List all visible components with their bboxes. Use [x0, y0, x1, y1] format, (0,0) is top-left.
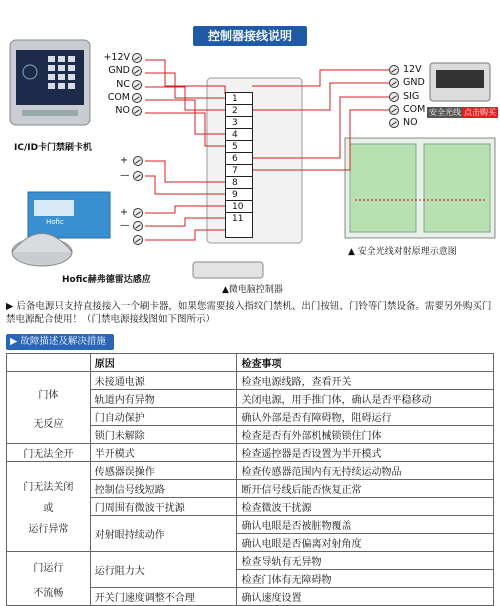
sensor-plus-1: + [120, 155, 128, 166]
check-cell: 检查微波干扰源 [237, 498, 494, 516]
pin-com: COM [107, 92, 130, 103]
backup-power-note: ▶ 后备电源只支持直接接入一个刷卡器，如果您需要接入指纹门禁机、出门按钮、门铃等门禁设备。需要另外购买门禁电源配合使用！（门禁电源接线图如下图所示） [6, 301, 492, 325]
symptom-cell: 门运行 不流畅 [7, 552, 91, 606]
beam-pin-no: NO [403, 117, 418, 128]
header-check: 检查事项 [237, 354, 494, 372]
beam-pin-12v: 12V [403, 64, 422, 75]
beam-pin-com: COM [403, 104, 426, 115]
screw-icon [133, 171, 143, 181]
sensor-minus-2: — [120, 220, 130, 231]
terminal-1: 1 [226, 93, 252, 105]
screw-icon [132, 66, 142, 76]
cause-cell: 开关门速度调整不合理 [90, 588, 237, 606]
cause-cell: 门周围有微波干扰源 [90, 498, 237, 516]
check-cell: 断开信号线后能否恢复正常 [237, 480, 494, 498]
check-cell: 检查是否有外部机械锁锁住门体 [237, 426, 494, 444]
check-cell: 确认电眼是否被脏物覆盖 [237, 516, 494, 534]
fault-table [6, 353, 494, 606]
screw-icon [133, 156, 143, 166]
sensor-minus-1: — [120, 170, 130, 181]
beam-pin-sig: SIG [403, 91, 420, 102]
check-cell: 确认电眼是否偏离对射角度 [237, 534, 494, 552]
screw-icon [132, 53, 142, 63]
safety-beam-caption: ▲ 安全光线对射原理示意图 [348, 247, 457, 257]
screw-icon [133, 235, 143, 245]
terminal-3: 3 [226, 117, 252, 129]
cause-cell: 锁门未解除 [90, 426, 237, 444]
radar-sensor-device [12, 192, 110, 266]
check-cell: 关闭电源，用手推门体，确认是否平稳移动 [237, 390, 494, 408]
screw-icon [132, 80, 142, 90]
check-cell: 检查遥控器是否设置为半开模式 [237, 444, 494, 462]
check-cell: 检查导轨有无异物 [237, 552, 494, 570]
buy-link[interactable]: 点击购买 [464, 108, 496, 117]
symptom-cell: 门体 无反应 [7, 372, 91, 444]
cause-cell: 未接通电源 [90, 372, 237, 390]
controller-caption: ▲微电脑控制器 [222, 285, 283, 295]
safety-beam-badge: 安全光线 [429, 108, 461, 117]
terminal-6: 6 [226, 153, 252, 165]
cause-cell: 控制信号线短路 [90, 480, 237, 498]
sensor-plus-2: + [120, 207, 128, 218]
terminal-9: 9 [226, 189, 252, 201]
screw-icon [389, 65, 399, 75]
screw-icon [133, 221, 143, 231]
cause-cell: 门自动保护 [90, 408, 237, 426]
terminal-2: 2 [226, 105, 252, 117]
sensor-brand: Hofic [46, 218, 64, 226]
screw-icon [389, 118, 399, 128]
diagram-title: 控制器接线说明 [193, 26, 307, 46]
terminal-10: 10 [226, 201, 252, 213]
check-cell: 检查传感器范围内有无持续运动物品 [237, 462, 494, 480]
screw-icon [389, 78, 399, 88]
pin-no: NO [115, 105, 130, 116]
screw-icon [133, 208, 143, 218]
check-cell: 检查门体有无障碍物 [237, 570, 494, 588]
card-reader-device [10, 40, 90, 125]
terminal-5: 5 [226, 141, 252, 153]
screw-icon [132, 106, 142, 116]
terminal-11: 11 [232, 214, 244, 224]
check-cell: 确认速度设置 [237, 588, 494, 606]
controller-terminal-block [225, 92, 253, 238]
sensor-label: Hofic赫弗德雷达感应 [62, 275, 151, 285]
check-cell: 检查电源线路，查看开关 [237, 372, 494, 390]
cause-cell: 传感器误操作 [90, 462, 237, 480]
pin-12v: +12V [103, 52, 130, 63]
symptom-cell: 门无法关闭 或 运行异常 [7, 462, 91, 552]
fault-section-title: ▶ 故障描述及解决措施 [6, 334, 114, 350]
header-cause: 原因 [90, 354, 237, 372]
check-cell: 确认外部是否有障碍物，阻碍运行 [237, 408, 494, 426]
beam-pin-gnd: GND [403, 77, 425, 88]
screw-icon [389, 92, 399, 102]
cause-cell: 半开模式 [90, 444, 237, 462]
header-symptom [7, 354, 91, 372]
terminal-4: 4 [226, 129, 252, 141]
screw-icon [389, 105, 399, 115]
terminal-8: 8 [226, 177, 252, 189]
pin-gnd: GND [108, 65, 130, 76]
cause-cell: 对射眼持续动作 [90, 516, 237, 552]
symptom-cell: 门无法全开 [7, 444, 91, 462]
cause-cell: 轨道内有异物 [90, 390, 237, 408]
screw-icon [132, 93, 142, 103]
card-reader-label: IC/ID卡门禁刷卡机 [14, 143, 93, 153]
pin-nc: NC [116, 79, 130, 90]
terminal-7: 7 [226, 165, 252, 177]
cause-cell: 运行阻力大 [90, 552, 237, 588]
